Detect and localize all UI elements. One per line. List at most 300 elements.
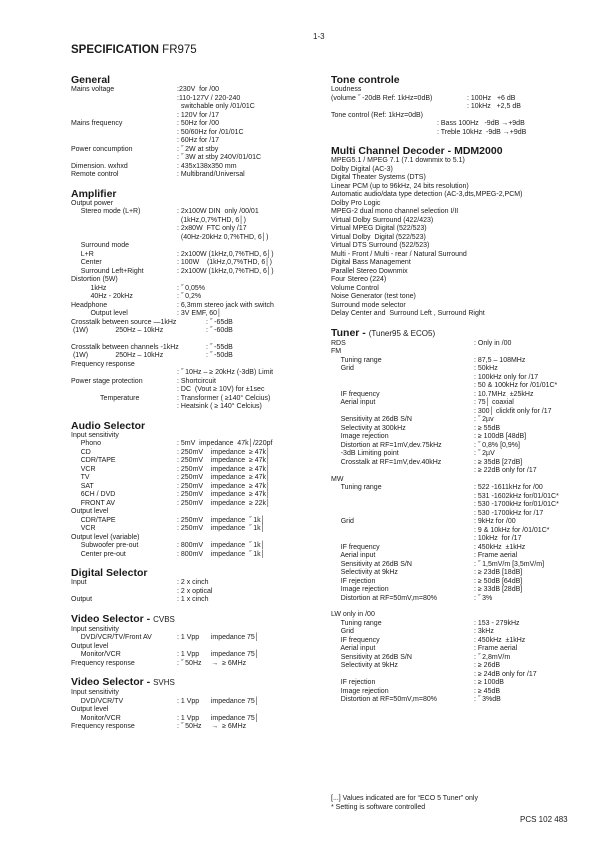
spec-label: Virtual Dolby Surround (422/423) (331, 216, 434, 224)
spec-label: Surround mode selector (331, 301, 406, 309)
spec-value: : 60Hz for /17 (177, 137, 220, 144)
section-heading (71, 188, 321, 200)
spec-label: Virtual Dolby Digital (522/523) (331, 233, 426, 241)
spec-row (331, 696, 581, 705)
section-heading-text: Amplifier (71, 187, 117, 200)
spec-row (331, 391, 581, 400)
spec-row (331, 95, 581, 104)
spec-value: : ≥ 35dB [27dB] (474, 458, 523, 466)
spec-label: IF rejection (331, 577, 376, 585)
section-heading (71, 567, 321, 579)
spec-row (331, 293, 581, 302)
spec-row (71, 319, 321, 328)
section-heading-text: Video Selector - (71, 612, 154, 625)
spec-value: : ˝ 0,2% (177, 293, 202, 300)
spec-value: : 120V for /17 (177, 111, 220, 119)
spec-row (71, 137, 321, 146)
spec-row (331, 527, 581, 536)
spec-row (331, 662, 581, 671)
spec-row (71, 352, 321, 361)
spec-value: : 1 Vpp impedance 75│ (177, 714, 260, 722)
spec-label: -3dB Limiting point (331, 450, 399, 457)
spec-row (331, 510, 581, 519)
spacer (331, 319, 581, 327)
spec-value: : ˝ 1,5mV/m [3,5mV/m] (474, 560, 545, 568)
section-heading-text: Multi Channel Decoder - MDM2000 (331, 145, 503, 157)
spec-row (331, 112, 581, 121)
spec-label: Dolby Digital (AC-3) (331, 165, 393, 173)
spec-value: : 2x100W (1kHz,0,7%THD, 6│) (177, 267, 274, 275)
spec-label: SAT (71, 482, 94, 490)
page-number: 1-3 (313, 32, 325, 41)
spec-row (331, 425, 581, 434)
spec-label: Power stage protection (71, 377, 143, 385)
spec-row (331, 208, 581, 217)
spec-value: : 50kHz (474, 365, 498, 372)
spec-row (331, 484, 581, 493)
spec-label: Four Stereo (224) (331, 276, 387, 283)
spec-row (331, 561, 581, 570)
spec-label: IF frequency (331, 636, 380, 644)
spec-row (331, 552, 581, 561)
spec-row (331, 501, 581, 510)
spec-value: : Transformer ( ≥140° Celcius) (177, 394, 271, 402)
spec-value: : 522 -1611kHz for /00 (474, 484, 543, 491)
spec-value: :110-127V / 220-240 (177, 94, 241, 102)
spec-row (71, 579, 321, 588)
section-heading-suffix: (Tuner95 & ECO5) (368, 328, 436, 338)
spec-row (71, 285, 321, 294)
spec-label: Headphone (71, 301, 108, 309)
spec-row (71, 517, 321, 526)
spec-label: Selectivity at 300kHz (331, 424, 406, 432)
spec-row (71, 542, 321, 551)
spec-row (331, 433, 581, 442)
spec-row (331, 251, 581, 260)
spec-row (71, 508, 321, 517)
spec-value: : 100kHz only for /17 (474, 373, 539, 381)
spec-label: Surround Left+Right (71, 267, 144, 275)
spec-row (71, 474, 321, 483)
spec-row (331, 535, 581, 544)
spec-row (71, 200, 321, 209)
spec-label: Input sensitivity (71, 625, 119, 633)
spec-row (331, 382, 581, 391)
spec-value: : 10kHz +2,5 dB (467, 103, 521, 110)
spec-row (331, 578, 581, 587)
spec-label: Output level (71, 706, 109, 713)
spec-label: Sensitivity at 26dB S/N (331, 653, 412, 661)
spec-label: Loudness (331, 86, 362, 93)
spec-row (71, 395, 321, 404)
spec-label: Output (71, 596, 93, 603)
spec-row (71, 643, 321, 652)
spec-row (71, 327, 321, 336)
spec-value: : 5mV impedance 47k│/220pf (177, 440, 273, 447)
spec-row (331, 628, 581, 637)
spec-value: : Heatsink ( ≥ 140° Celcius) (177, 403, 262, 410)
spec-row (331, 476, 581, 485)
spec-value: : ≥ 26dB (474, 662, 501, 669)
spec-value: :230V for /00 (177, 86, 220, 93)
spec-row (71, 432, 321, 441)
spec-label: Sensitivity at 26dB S/N (331, 416, 412, 423)
spec-value: : 50/60Hz for /01/01C (177, 128, 244, 136)
spec-row (71, 302, 321, 311)
section-heading (71, 613, 321, 626)
spec-row (331, 302, 581, 311)
spec-label: Noise Generator (test tone) (331, 293, 416, 300)
spec-row (331, 157, 581, 166)
spec-label: Mains voltage (71, 86, 115, 93)
spec-label: Output level (71, 642, 109, 650)
spec-row (71, 154, 321, 163)
spec-row (71, 251, 321, 260)
spec-row (71, 634, 321, 643)
spec-row (331, 348, 581, 357)
spec-row (71, 163, 321, 172)
spec-value: : 250mV impedance ≥ 47k│ (177, 474, 271, 481)
spec-label: Distortion (5W) (71, 276, 118, 283)
document-code: PCS 102 483 (520, 815, 568, 824)
spec-row (331, 103, 581, 112)
section-heading (331, 74, 581, 86)
spec-value: : ˝ 50Hz → ≥ 6MHz (177, 723, 247, 730)
spec-label: 40Hz - 20kHz (71, 293, 133, 300)
spec-label: Dimension. wxhxd (71, 162, 128, 170)
spec-row (71, 457, 321, 466)
spec-label: Multi - Front / Multi - rear / Natural Surround (331, 250, 467, 258)
spec-value: : ˝ 0,05% (177, 284, 206, 292)
title-bold: SPECIFICATION (71, 44, 159, 56)
spec-value: : Frame aerial (474, 552, 518, 559)
spec-value: : 531 -1602kHz for/01/01C* (474, 492, 559, 500)
spec-label: Digital Theater Systems (DTS) (331, 174, 426, 181)
spec-value: : ˝ -65dB (206, 318, 233, 326)
spec-value: : 3kHz (474, 628, 494, 635)
spec-row (331, 200, 581, 209)
spec-value: : ˝ 2,8mV/m (474, 653, 511, 661)
spec-value: : 1 Vpp impedance 75│ (177, 697, 260, 705)
spec-value: : 250mV impedance ≥ 47k│ (177, 465, 271, 473)
spacer (331, 603, 581, 611)
spec-value: : 50Hz for /00 (177, 120, 220, 127)
spec-row (331, 518, 581, 527)
spec-label: Surround mode (71, 242, 129, 249)
spec-value: : 250mV impedance ≥ 47k│ (177, 482, 271, 490)
spec-row (71, 534, 321, 543)
spec-label: Virtual DTS Surround (522/523) (331, 242, 430, 249)
spec-label: (1W) 250Hz – 10kHz (71, 327, 164, 334)
spec-row (331, 217, 581, 226)
spec-label: Distortion at RF=1mV,dev.75kHz (331, 441, 442, 449)
spec-value: : ˝ 50Hz → ≥ 6MHz (177, 659, 247, 667)
spec-label: IF frequency (331, 543, 380, 551)
spec-value: : 1 x cinch (177, 596, 209, 603)
spec-value: : ˝ 3% (474, 594, 493, 602)
spec-label: (1W) 250Hz – 10kHz (71, 352, 164, 359)
spec-label: Crosstalk between source —1kHz (71, 318, 177, 326)
section-heading-text: Tone controle (331, 74, 400, 86)
spec-label: Frequency response (71, 659, 135, 667)
spec-row (71, 651, 321, 660)
spec-row (71, 466, 321, 475)
spec-label: Parallel Stereo Downmix (331, 267, 408, 275)
spec-row (331, 340, 581, 349)
spec-label: Subwoofer pre-out (71, 542, 139, 549)
section-heading-text: Video Selector - (71, 676, 154, 688)
footnote: [...] Values indicated are for “ECO 5 Tuner” only (331, 795, 478, 802)
spec-row (71, 403, 321, 412)
spec-row (331, 120, 581, 129)
spec-value: : ≥ 23dB [18dB] (474, 569, 523, 576)
section-heading-text: Audio Selector (71, 419, 146, 432)
left-column (71, 74, 321, 732)
section-heading (71, 676, 321, 689)
spec-value: : 250mV impedance ˝ 1k│ (177, 516, 266, 524)
spec-label: Crosstalk between channels -1kHz (71, 343, 179, 351)
spec-label: Output level (71, 310, 128, 317)
spec-row (331, 595, 581, 604)
spec-label: Grid (331, 628, 354, 635)
spec-value: : 800mV impedance ˝ 1k│ (177, 542, 266, 549)
spec-row (331, 86, 581, 95)
spec-label: 1kHz (71, 284, 107, 292)
spec-label: Input sensitivity (71, 689, 119, 696)
spec-label: IF frequency (331, 390, 380, 398)
spec-label: Volume Control (331, 284, 379, 292)
spec-row (71, 225, 321, 234)
spacer (71, 559, 321, 567)
spec-value: : ˝ 0,8% [0,9%] (474, 441, 520, 449)
spacer (71, 336, 321, 344)
spec-label: Tuning range (331, 356, 382, 364)
spec-row (71, 234, 321, 243)
spec-row (331, 242, 581, 251)
spec-value: : Shortcircuit (177, 377, 216, 385)
spec-row (331, 611, 581, 620)
spec-value: : ˝ 2µv (474, 416, 494, 423)
spec-row (71, 293, 321, 302)
spec-row (71, 129, 321, 138)
spec-row (331, 688, 581, 697)
spec-label: Digital Bass Management (331, 259, 411, 266)
spec-row (331, 569, 581, 578)
spec-label: Center (71, 259, 102, 266)
spec-row (331, 467, 581, 476)
spec-row (71, 626, 321, 635)
spec-value: : 6,3mm stereo jack with switch (177, 301, 274, 309)
section-heading-suffix: SVHS (153, 678, 175, 687)
footnote: * Setting is software controlled (331, 803, 426, 811)
spec-value: : Bass 100Hz -9dB →+9dB (437, 120, 525, 127)
spec-label: MPEG5.1 / MPEG 7.1 (7.1 downmix to 5.1) (331, 157, 465, 164)
spec-value: : 87,5 – 108MHz (474, 356, 526, 364)
spec-value: : 3V EMF, 60│ (177, 310, 222, 317)
spec-value: (40Hz-20kHz 0,7%THD, 6│) (177, 233, 269, 241)
spec-row (71, 344, 321, 353)
spec-label: TV (71, 474, 90, 481)
spec-row (331, 586, 581, 595)
spec-value: : ˝ 3%dB (474, 696, 501, 703)
spec-row (331, 442, 581, 451)
spec-row (331, 654, 581, 663)
spec-value: : 2 x cinch (177, 579, 209, 586)
spec-value: : Frame aerial (474, 645, 518, 652)
spec-label: Grid (331, 518, 354, 525)
spec-row (71, 95, 321, 104)
spec-row (331, 225, 581, 234)
spec-row (71, 596, 321, 605)
spec-row (331, 671, 581, 680)
spec-label: VCR (71, 525, 96, 532)
spec-label: Dolby Pro Logic (331, 199, 381, 207)
spec-label: Crosstalk at RF=1mV,dev.40kHz (331, 458, 442, 466)
spec-value: : 250mV impedance ≥ 47k│ (177, 448, 271, 456)
spec-row (71, 217, 321, 226)
spec-value: : 250mV impedance ≥ 47k│ (177, 491, 271, 498)
spec-value: : Treble 10kHz -9dB →+9dB (437, 128, 527, 136)
spacer (331, 137, 581, 145)
spec-label: VCR (71, 465, 96, 473)
spec-value: : 2x100W DIN only /00/01 (177, 208, 259, 215)
spec-value: : 250mV impedance ˝ 1k│ (177, 525, 266, 532)
spec-row (331, 174, 581, 183)
spec-row (331, 493, 581, 502)
spec-value: : ˝ 3W at stby 240V/01/01C (177, 154, 262, 161)
spec-row (71, 259, 321, 268)
section-heading-text: Digital Selector (71, 567, 148, 579)
spec-value: : 50 & 100kHz for /01/01C* (474, 382, 558, 389)
spec-row (331, 191, 581, 200)
spec-label: Aerial input (331, 645, 376, 652)
spec-value: : 75│ coaxial (474, 399, 514, 406)
spec-value: : 1 Vpp impedance 75│ (177, 651, 260, 658)
spec-row (331, 637, 581, 646)
spec-label: CDR/TAPE (71, 457, 116, 464)
spec-value: : ˝ 10Hz – ≥ 20kHz (-3dB) Limit (177, 369, 274, 376)
spec-row (331, 234, 581, 243)
spec-label: Monitor/VCR (71, 714, 121, 722)
spec-value: : 530 -1700kHz for/01/01C* (474, 501, 559, 508)
right-column (331, 74, 581, 705)
spec-value: switchable only /01/01C (177, 103, 255, 110)
spacer (71, 605, 321, 613)
section-heading (71, 74, 321, 86)
spec-row (331, 357, 581, 366)
spec-row (331, 645, 581, 654)
spec-label: Sensitivity at 26dB S/N (331, 560, 412, 568)
spec-label: Temperature (71, 394, 140, 402)
spec-label: (volume ˝ -20dB Ref: 1kHz=0dB) (331, 94, 433, 102)
spec-row (71, 369, 321, 378)
spec-row (71, 588, 321, 597)
spec-value: : 153 - 279kHz (474, 619, 520, 627)
spec-row (331, 459, 581, 468)
spec-value: : 300│ clickfit only for /17 (474, 407, 552, 415)
spec-row (71, 715, 321, 724)
spec-row (331, 374, 581, 383)
spec-value: : ˝ 2W at stby (177, 145, 219, 153)
spec-row (71, 310, 321, 319)
spec-row (331, 544, 581, 553)
spec-value: : Multibrand/Universal (177, 171, 245, 178)
spec-row (71, 242, 321, 251)
spec-value: : ≥ 50dB [64dB] (474, 577, 523, 585)
spec-value: : 435x138x350 mm (177, 162, 237, 170)
spec-row (331, 276, 581, 285)
spec-value: : ˝ -50dB (206, 352, 233, 359)
spec-label: CDR/TAPE (71, 516, 116, 524)
spec-value: : 100W (1kHz,0,7%THD, 6│) (177, 259, 273, 266)
spec-row (331, 183, 581, 192)
section-heading (331, 327, 581, 340)
spec-row (71, 103, 321, 112)
spec-label: Distortion at RF=50mV,m=80% (331, 594, 437, 602)
spec-label: 6CH / DVD (71, 491, 116, 498)
spacer (71, 180, 321, 188)
spec-label: Output power (71, 199, 114, 207)
spec-value: : 2 x optical (177, 587, 213, 595)
spec-value: : ≥ 24dB only for /17 (474, 670, 537, 678)
spec-row (71, 551, 321, 560)
spec-label: Frequency response (71, 723, 135, 730)
spec-value: : 450kHz ±1kHz (474, 543, 526, 551)
spec-row (71, 171, 321, 180)
spec-label: Grid (331, 365, 354, 372)
spec-row (71, 689, 321, 698)
spec-row (331, 285, 581, 294)
spec-row (71, 483, 321, 492)
spec-row (71, 440, 321, 449)
spec-label: L+R (71, 250, 94, 258)
spec-label: CD (71, 448, 91, 456)
spec-row (71, 146, 321, 155)
spec-label: Linear PCM (up to 96kHz, 24 bits resolution) (331, 182, 469, 190)
footnotes (331, 795, 478, 812)
spec-label: Monitor/VCR (71, 651, 121, 658)
spec-label: Output level (variable) (71, 533, 140, 541)
spec-value: : 100Hz +6 dB (467, 94, 516, 102)
spec-row (71, 449, 321, 458)
spacer (71, 668, 321, 676)
spec-row (331, 399, 581, 408)
spec-row (331, 365, 581, 374)
spec-value: : DC (Vout ≥ 10V) for ±1sec (177, 386, 265, 393)
spec-row (71, 268, 321, 277)
spec-value: : 250mV impedance ≥ 47k│ (177, 457, 271, 464)
spec-label: Center pre-out (71, 550, 126, 558)
spec-row (331, 679, 581, 688)
spec-value: : ≥ 45dB (474, 687, 501, 695)
spec-value: : ≥ 33dB [28dB] (474, 586, 523, 593)
page-title (71, 44, 197, 56)
spec-value: : ˝ -55dB (206, 343, 233, 351)
spec-row (71, 723, 321, 732)
section-heading-text: Tuner - (331, 326, 369, 339)
spec-value: : ≥ 22dB only for /17 (474, 467, 537, 474)
spec-value: : 10kHz for /17 (474, 535, 522, 542)
spec-row (71, 208, 321, 217)
spec-label: LW only in /00 (331, 611, 375, 618)
spec-row (331, 259, 581, 268)
spec-label: DVD/VCR/TV/Front AV (71, 634, 152, 641)
spec-label: Stereo mode (L+R) (71, 208, 141, 215)
spec-label: FRONT AV (71, 499, 116, 507)
spec-row (71, 112, 321, 121)
spec-label: Selectivity at 9kHz (331, 569, 398, 576)
spec-label: Delay Center and Surround Left , Surround Right (331, 310, 485, 317)
